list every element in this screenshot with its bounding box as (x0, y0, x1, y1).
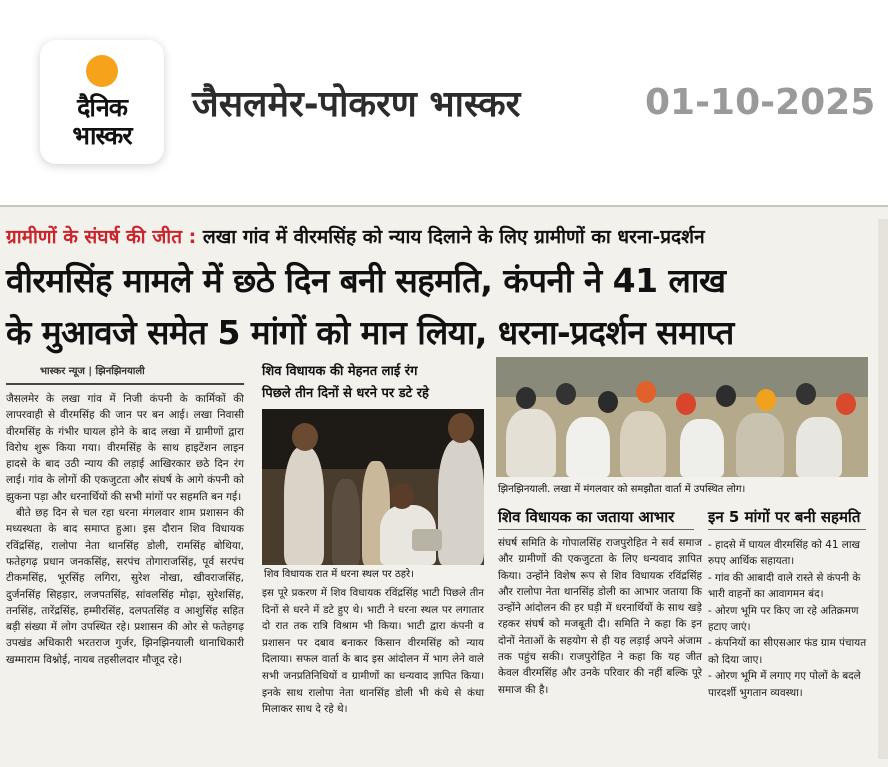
article-column-3: संघर्ष समिति के गोपालसिंह राजपुरोहित ने सर्व समाज और ग्रामीणों की एकजुटता के लिए धन्यवाद ज्ञापित किया। उन्होंने विशेष रूप से शिव विधायक रविंद्रसिंह और रालोपा नेता थानसिंह डोली का आभार जताया कि उन्होंने आंदोलन की हर घड़ी में धरनार्थियों के साथ खड़े रहकर संघर्ष को मजबूती दी। समिति ने कहा कि इन दोनों नेताओं के सहयोग से ही यह लड़ाई अपने अंजाम तक पहुंच सकी। राजपुरोहित ने कहा कि यह जीत केवल वीरमसिंह और उनके परिवार की नहीं बल्कि पूरे समाज की है। (498, 537, 702, 696)
strap-highlight: ग्रामीणों के संघर्ष की जीत : (6, 226, 197, 248)
news-photo-meeting (496, 357, 868, 477)
list-item: - गांव की आबादी वाले रास्ते से कंपनी के भारी वाहनों का आवागमन बंद। (708, 571, 861, 601)
article-column-1 (6, 391, 244, 668)
news-photo-night-sitin (262, 409, 484, 565)
article-column-2: इस पूरे प्रकरण में शिव विधायक रविंद्रसिंह भाटी पिछले तीन दिनों से धरने में डटे हुए थे। भाटी ने धरना स्थल पर लगातार दो रात तक रात्रि विश्राम भी किया। भाटी द्वारा कंपनी व प्रशासन पर दबाव बनाकर किसान वीरमसिंह को न्याय दिलाया। सफल वार्ता के बाद इस आंदोलन में भाग लेने वाले सभी जनप्रतिनिधियों व ग्रामीणों का धन्यवाद ज्ञापित किया। इनके साथ रालोपा नेता थानसिंह डोली भी कंधे से कंधा मिलाकर साथ दे रहे थे। (262, 587, 484, 716)
demands-list (708, 537, 870, 701)
byline: भास्कर न्यूज | झिनझिनयाली (40, 366, 145, 377)
column-divider (6, 383, 244, 385)
headline-line2: के मुआवजे समेत 5 मांगों को मान लिया, धरना-प्रदर्शन समाप्त (6, 313, 734, 352)
dainik-bhaskar-logo[interactable] (40, 40, 164, 164)
adjacent-article-edge (878, 219, 888, 759)
clipping-top-border (0, 205, 888, 207)
sidebar-heading (262, 361, 482, 405)
sidebar-heading-line1: शिव विधायक की मेहनत लाई रंग (262, 364, 418, 379)
sun-icon (86, 55, 118, 87)
list-item: - ओरण भूमि में लगाए गए पोलों के बदले पारदर्शी भुगतान व्यवस्था। (708, 670, 861, 699)
photo-caption: शिव विधायक रात में धरना स्थल पर ठहरे। (264, 569, 414, 580)
logo-text-line2: भास्कर (72, 121, 132, 150)
paragraph: बीते छह दिन से चल रहा धरना मंगलवार शाम प्रशासन की मध्यस्थता के बाद समाप्त हुआ। इस दौरान शिव विधायक रविंद्रसिंह, रालोपा नेता थानसिंह डोली, रामसिंह बोथिया, फतेहगढ़ प्रधान जनकसिंह, सरपंच तोगाराजसिंह, पूर्व सरपंच टीकमसिंह, भूरसिंह लगिरा, सुरेश नोखा, खीवराजसिंह, दुर्जनसिंह सिहड़ार, लजपतसिंह, सांवलसिंह मोढ़ा, सुरेशसिंह, तनसिंह, तारेंद्रसिंह, हम्मीरसिंह, दलपतसिंह व आशुसिंह सहित बड़ी संख्या में लोग उपस्थित रहे। प्रशासन की ओर से फतेहगढ़ उपखंड अधिकारी भरतराज गुर्जर, झिनझिनयाली थानाधिकारी खम्माराम विश्नोई, नायब तहसीलदार मौजूद रहे। (6, 507, 244, 666)
article-strap (6, 223, 705, 249)
logo-text-line1: दैनिक (77, 93, 127, 122)
subheading-thanks: शिव विधायक का जताया आभार (498, 508, 675, 526)
list-item: - कंपनियों का सीएसआर फंड ग्राम पंचायत को दिया जाए। (708, 637, 867, 666)
headline-line1: वीरमसिंह मामले में छठे दिन बनी सहमति, कंपनी ने 41 लाख (6, 261, 726, 300)
list-item: - हादसे में घायल वीरमसिंह को 41 लाख रुपए आर्थिक सहायता। (708, 539, 861, 568)
photo-caption: झिनझिनयाली. लखा में मंगलवार को समझौता वार्ता में उपस्थित लोग। (498, 484, 746, 495)
edition-title: जैसलमेर-पोकरण भास्कर (192, 84, 521, 125)
strap-text: लखा गांव में वीरमसिंह को न्याय दिलाने के लिए ग्रामीणों का धरना-प्रदर्शन (196, 226, 705, 248)
subheading-underline (708, 529, 866, 530)
sidebar-heading-line2: पिछले तीन दिनों से धरने पर डटे रहे (262, 386, 429, 401)
list-item: - ओरण भूमि पर किए जा रहे अतिक्रमण हटाए जाएं। (708, 604, 859, 634)
subheading-demands: इन 5 मांगों पर बनी सहमति (708, 508, 861, 526)
paragraph: जैसलमेर के लखा गांव में निजी कंपनी के कार्मिकों की लापरवाही से वीरमसिंह की जान पर बन आई। लखा निवासी वीरमसिंह के गंभीर घायल होने के बाद लखा में ग्रामीणों द्वारा विरोध शुरू किया गया। वीरमसिंह के साथ हाइटेंशन लाइन हादसे के बाद उठी न्याय की लड़ाई आखिरकार छठे दिन रंग लाई। गांव के लोगों की एकजुटता और संघर्ष के आगे कंपनी को झुकना पड़ा और धरनार्थियों की सभी मांगों पर सहमति बन गई। (6, 393, 244, 503)
subheading-underline (498, 529, 694, 530)
app-header (0, 0, 888, 205)
news-clipping[interactable] (0, 205, 888, 767)
edition-date: 01-10-2025 (645, 82, 876, 123)
